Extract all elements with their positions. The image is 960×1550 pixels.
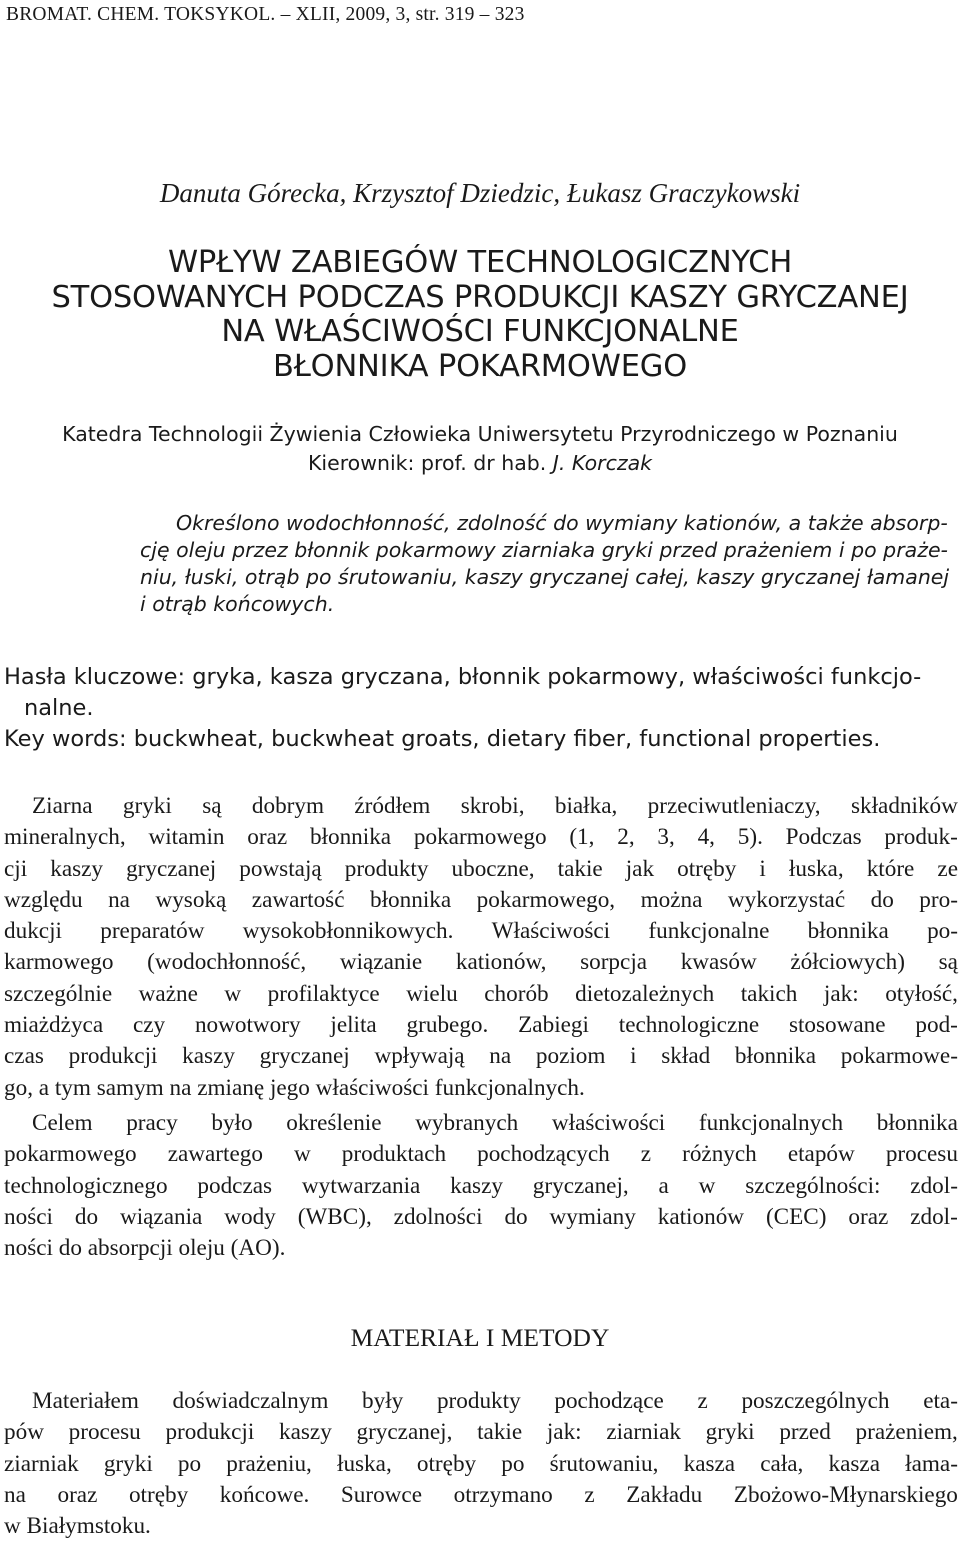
intro-paragraph-1	[4, 791, 958, 1104]
keywords-polish: Hasła kluczowe: gryka, kasza gryczana, błonnik pokarmowy, właściwości funkcjo-	[4, 664, 922, 690]
text-line: dukcji preparatów wysokobłonnikowych. Właściwości funkcjonalne błonnika po-	[4, 918, 958, 945]
article-title	[0, 246, 960, 384]
affiliation	[0, 420, 960, 478]
text-line: mineralnych, witamin oraz błonnika pokarmowego (1, 2, 3, 4, 5). Podczas produk-	[4, 824, 958, 851]
text-line: ności do wiązania wody (WBC), zdolności do wymiany kationów (CEC) oraz zdol-	[4, 1203, 958, 1230]
text-line: Celem pracy było określenie wybranych właściwości funkcjonalnych błonnika	[32, 1110, 958, 1136]
title-line: BŁONNIKA POKARMOWEGO	[272, 348, 688, 384]
department-head	[0, 449, 960, 478]
text-line: Ziarna gryki są dobrym źródłem skrobi, białka, przeciwutleniaczy, składników	[32, 793, 958, 819]
abstract-line: cję oleju przez błonnik pokarmowy ziarniaka gryki przed prażeniem i po praże-	[140, 538, 948, 562]
text-line: ności do absorpcji oleju (AO).	[4, 1235, 286, 1262]
abstract-line: Określono wodochłonność, zdolność do wymiany kationów, a także absorp-	[176, 511, 948, 535]
text-line: karmowego (wodochłonność, wiązanie kationów, sorpcja kwasów żółciowych) są	[4, 949, 958, 976]
text-line: go, a tym samym na zmianę jego właściwości funkcjonalnych.	[4, 1074, 585, 1101]
text-line: pów procesu produkcji kaszy gryczanej, takie jak: ziarniak gryki przed prażeniem,	[4, 1419, 958, 1446]
keywords	[4, 662, 958, 755]
title-line: STOSOWANYCH PODCZAS PRODUKCJI KASZY GRYCZANEJ	[51, 279, 909, 315]
title-line: NA WŁAŚCIWOŚCI FUNKCJONALNE	[221, 314, 739, 349]
intro-paragraph-2	[4, 1108, 958, 1264]
text-line: na oraz otręby końcowe. Surowce otrzymano z Zakładu Zbożowo-Młynarskiego	[4, 1481, 958, 1508]
authors: Danuta Górecka, Krzysztof Dziedzic, Łukasz Graczykowski	[159, 178, 801, 208]
abstract	[140, 510, 958, 618]
text-line: względu na wysoką zawartość błonnika pokarmowego, można wykorzystać do pro-	[4, 886, 958, 913]
journal-header: BROMAT. CHEM. TOKSYKOL. – XLII, 2009, 3, str. 319 – 323	[6, 4, 525, 25]
head-label: Kierownik: prof. dr hab.	[307, 451, 553, 475]
text-line: szczególnie ważne w profilaktyce wielu chorób dietozależnych takich jak: otyłość,	[4, 980, 958, 1007]
text-line: cji kaszy gryczanej powstają produkty uboczne, takie jak otręby i łuska, które ze	[4, 855, 958, 882]
title-line: WPŁYW ZABIEGÓW TECHNOLOGICZNYCH	[167, 245, 793, 280]
section-heading: MATERIAŁ I METODY	[350, 1323, 610, 1352]
methods-paragraph	[4, 1386, 958, 1542]
text-line: ziarniak gryki po prażeniu, łuska, otręby po śrutowaniu, kasza cała, kasza łama-	[4, 1450, 958, 1477]
keywords-polish-continued: nalne.	[24, 695, 94, 721]
text-line: technologicznego podczas wytwarzania kaszy gryczanej, a w szczególności: zdol-	[4, 1172, 958, 1199]
text-line: miażdżyca czy nowotwory jelita grubego. Zabiegi technologiczne stosowane pod-	[4, 1012, 958, 1039]
department: Katedra Technologii Żywienia Człowieka Uniwersytetu Przyrodniczego w Poznaniu	[62, 422, 898, 446]
text-line: czas produkcji kaszy gryczanej wpływają na poziom i skład błonnika pokarmowe-	[4, 1043, 958, 1070]
abstract-line: i otrąb końcowych.	[140, 592, 335, 616]
abstract-line: niu, łuski, otrąb po śrutowaniu, kaszy gryczanej całej, kaszy gryczanej łamanej	[140, 565, 950, 589]
text-line: Materiałem doświadczalnym były produkty pochodzące z poszczególnych eta-	[32, 1388, 958, 1414]
text-line: w Białymstoku.	[4, 1513, 151, 1540]
text-line: pokarmowego zawartego w produktach pochodzących z różnych etapów procesu	[4, 1141, 958, 1168]
keywords-english: Key words: buckwheat, buckwheat groats, dietary fiber, functional properties.	[4, 726, 881, 752]
head-name: J. Korczak	[552, 451, 653, 475]
